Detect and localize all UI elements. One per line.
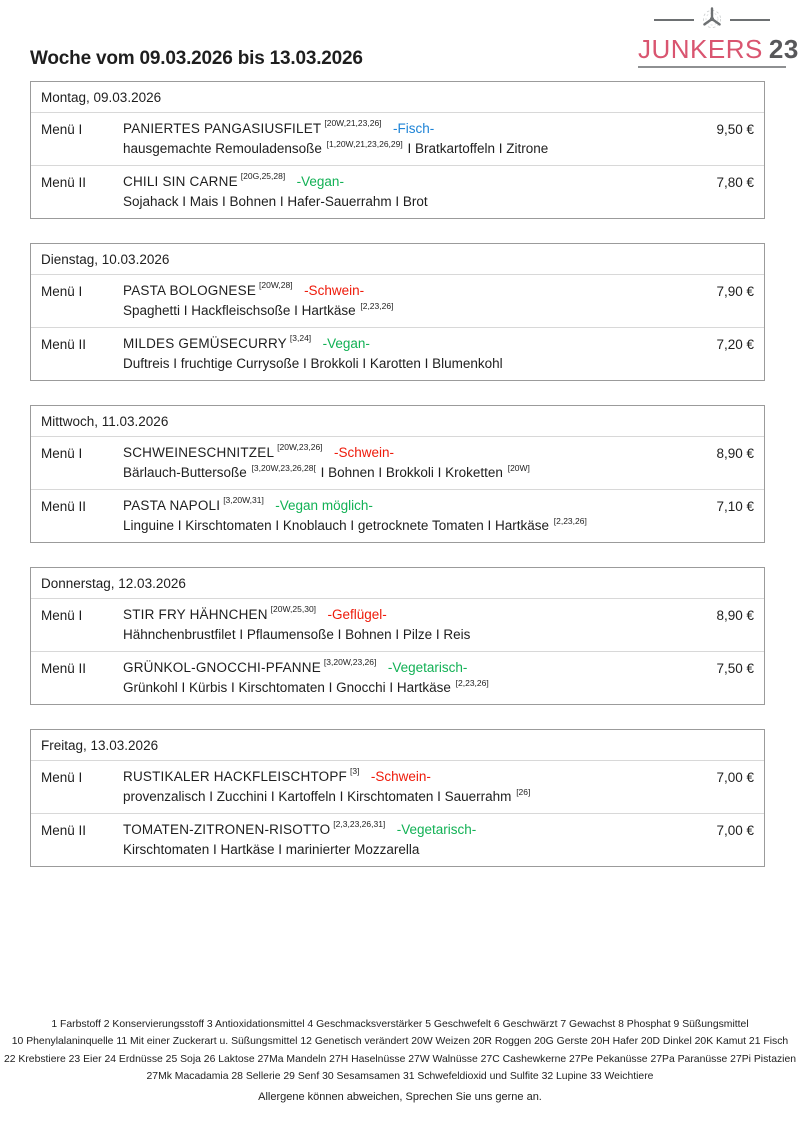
- allergen-note: Allergene können abweichen, Sprechen Sie uns gerne an.: [258, 1090, 542, 1103]
- dish-title-line: [123, 279, 688, 299]
- logo-underline: [638, 66, 786, 68]
- desc-footnote: [1,20W,21,23,26,29]: [326, 138, 403, 149]
- menu-week: [30, 81, 765, 891]
- dish-title-line: [123, 117, 688, 137]
- dish-footnote: [20G,25,28]: [240, 170, 286, 181]
- day-header: Dienstag, 10.03.2026: [31, 244, 764, 275]
- logo-propeller-row: [638, 6, 786, 34]
- desc-footnote: [20W]: [507, 462, 530, 473]
- menu-label: Menü II: [41, 823, 87, 838]
- dish-title-line: [123, 170, 688, 190]
- dish-name: PASTA NAPOLI: [123, 498, 221, 513]
- day-header: Montag, 09.03.2026: [31, 82, 764, 113]
- dish-title-line: [123, 603, 688, 623]
- menu-row: [31, 437, 764, 490]
- menu-row: [31, 166, 764, 218]
- dish-footnote: [3,20W,23,26]: [323, 656, 377, 667]
- price: 9,50 €: [716, 122, 754, 137]
- menu-label: Menü I: [41, 284, 83, 299]
- menu-row: [31, 113, 764, 166]
- dish-name: GRÜNKOL-GNOCCHI-PFANNE: [123, 660, 321, 675]
- dish-description: Grünkohl I Kürbis I Kirschtomaten I Gnocchi I Hartkäse [2,23,26]: [123, 677, 489, 695]
- menu-label: Menü II: [41, 499, 87, 514]
- price: 7,10 €: [716, 499, 754, 514]
- desc-footnote: [2,23,26]: [553, 515, 587, 526]
- menu-content: [123, 441, 688, 481]
- logo-brand-name: JUNKERS: [638, 34, 763, 64]
- dish-description: Linguine I Kirschtomaten I Knoblauch I getrocknete Tomaten I Hartkäse [2,23,26]: [123, 515, 587, 533]
- day-section-donnerstag: [30, 567, 765, 705]
- dish-name: RUSTIKALER HACKFLEISCHTOPF: [123, 769, 347, 784]
- diet-tag: -Vegetarisch-: [387, 660, 468, 675]
- menu-label: Menü I: [41, 770, 83, 785]
- day-section-mittwoch: [30, 405, 765, 543]
- menu-row: [31, 761, 764, 814]
- propeller-icon: [699, 5, 725, 36]
- menu-row: [31, 328, 764, 380]
- diet-tag: -Schwein-: [370, 769, 431, 784]
- footnote-line: 10 Phenylalaninquelle 11 Mit einer Zuckerart u. Süßungsmittel 12 Genetisch verändert 20W Weizen 20R Roggen 20G Gerste 20H Hafer 20D Dinkel 20K Kamut 21 Fisch: [11, 1036, 789, 1048]
- menu-row: [31, 814, 764, 866]
- diet-tag: -Vegetarisch-: [396, 822, 477, 837]
- footnote-line: 1 Farbstoff 2 Konservierungsstoff 3 Antioxidationsmittel 4 Geschmacksverstärker 5 Geschwefelt 6 Geschwärzt 7 Gewachst 8 Phosphat 9 Süßungsmittel: [51, 1019, 749, 1030]
- desc-footnote: [2,23,26]: [455, 677, 489, 688]
- desc-footnote: [2,23,26]: [360, 300, 394, 311]
- menu-row: [31, 599, 764, 652]
- dish-title-line: [123, 332, 688, 352]
- dish-name: PANIERTES PANGASIUSFILET: [123, 121, 322, 136]
- desc-footnote: [26]: [516, 786, 531, 797]
- dish-description: Duftreis I fruchtige Currysoße I Brokkoli I Karotten I Blumenkohl: [123, 356, 503, 371]
- page-title: Woche vom 09.03.2026 bis 13.03.2026: [30, 48, 363, 69]
- price: 7,80 €: [716, 175, 754, 190]
- dish-name: STIR FRY HÄHNCHEN: [123, 607, 268, 622]
- dish-name: SCHWEINESCHNITZEL: [123, 445, 275, 460]
- dish-footnote: [3,20W,31]: [223, 494, 264, 505]
- brand-logo: [638, 6, 799, 68]
- dish-name: CHILI SIN CARNE: [123, 174, 238, 189]
- price: 8,90 €: [716, 446, 754, 461]
- diet-tag: -Geflügel-: [327, 607, 387, 622]
- menu-label: Menü I: [41, 122, 83, 137]
- day-section-dienstag: [30, 243, 765, 381]
- dish-name: TOMATEN-ZITRONEN-RISOTTO: [123, 822, 331, 837]
- day-header: Donnerstag, 12.03.2026: [31, 568, 764, 599]
- footnote-line: 27Mk Macadamia 28 Sellerie 29 Senf 30 Sesamsamen 31 Schwefeldioxid und Sulfite 32 Lupine 33 Weichtiere: [146, 1071, 654, 1083]
- logo-line-right: [730, 19, 770, 21]
- menu-content: [123, 818, 688, 858]
- dish-description: Sojahack I Mais I Bohnen I Hafer-Sauerrahm I Brot: [123, 194, 428, 209]
- dish-title-line: [123, 765, 688, 785]
- menu-content: [123, 117, 688, 157]
- dish-title-line: [123, 441, 688, 461]
- dish-name: PASTA BOLOGNESE: [123, 283, 257, 298]
- diet-tag: -Vegan-: [296, 174, 344, 189]
- menu-content: [123, 603, 688, 643]
- logo-line-left: [654, 19, 694, 21]
- menu-row: [31, 275, 764, 328]
- menu-content: [123, 656, 688, 696]
- dish-footnote: [20W,25,30]: [270, 603, 317, 614]
- menu-label: Menü II: [41, 175, 87, 190]
- menu-label: Menü I: [41, 446, 83, 461]
- diet-tag: -Schwein-: [334, 445, 395, 460]
- dish-description: hausgemachte Remouladensoße [1,20W,21,23,26,29] I Bratkartoffeln I Zitrone: [123, 138, 549, 156]
- diet-tag: -Vegan möglich-: [275, 498, 373, 513]
- dish-footnote: [2,3,23,26,31]: [333, 818, 386, 829]
- dish-name: MILDES GEMÜSECURRY: [123, 336, 287, 351]
- price: 8,90 €: [716, 608, 754, 623]
- dish-description: Hähnchenbrustfilet I Pflaumensoße I Bohnen I Pilze I Reis: [123, 627, 471, 642]
- dish-title-line: [123, 656, 688, 676]
- menu-label: Menü I: [41, 608, 83, 623]
- diet-tag: -Schwein-: [304, 283, 365, 298]
- dish-title-line: [123, 818, 688, 838]
- menu-content: [123, 332, 688, 372]
- price: 7,90 €: [716, 284, 754, 299]
- diet-tag: -Vegan-: [322, 336, 370, 351]
- dish-title-line: [123, 494, 688, 514]
- footnote-line: 22 Krebstiere 23 Eier 24 Erdnüsse 25 Soja 26 Laktose 27Ma Mandeln 27H Haselnüsse 27W Walnüsse 27C Cashewkerne 27Pe Pekanüsse 27Pa Paranüsse 27Pi Pistazien: [3, 1053, 797, 1065]
- menu-content: [123, 279, 688, 319]
- menu-row: [31, 652, 764, 704]
- price: 7,50 €: [716, 661, 754, 676]
- desc-footnote: [3,20W,23,26,28[: [251, 462, 316, 473]
- dish-description: Spaghetti I Hackfleischsoße I Hartkäse [2,23,26]: [123, 300, 394, 318]
- logo-text: [638, 34, 799, 64]
- logo-number: 23: [768, 34, 799, 64]
- menu-content: [123, 494, 688, 534]
- day-header: Freitag, 13.03.2026: [31, 730, 764, 761]
- dish-footnote: [20W,21,23,26]: [324, 117, 382, 128]
- price: 7,00 €: [716, 770, 754, 785]
- dish-footnote: [20W,28]: [259, 279, 293, 290]
- dish-description: Bärlauch-Buttersoße $^{[3,20W,23,26,28[}$ I Bohnen I Brokkoli I Kroketten [20W]: [123, 462, 530, 480]
- menu-row: [31, 490, 764, 542]
- day-section-freitag: [30, 729, 765, 867]
- price: 7,00 €: [716, 823, 754, 838]
- dish-footnote: [3]: [350, 765, 360, 776]
- menu-content: [123, 765, 688, 805]
- menu-content: [123, 170, 688, 210]
- day-section-montag: [30, 81, 765, 219]
- dish-footnote: [3,24]: [289, 332, 312, 343]
- page-footer: [0, 1016, 800, 1106]
- dish-footnote: [20W,23,26]: [277, 441, 323, 452]
- menu-label: Menü II: [41, 337, 87, 352]
- day-header: Mittwoch, 11.03.2026: [31, 406, 764, 437]
- menu-label: Menü II: [41, 661, 87, 676]
- diet-tag: -Fisch-: [393, 121, 435, 136]
- dish-description: Kirschtomaten I Hartkäse I marinierter Mozzarella: [123, 842, 420, 857]
- dish-description: provenzalisch I Zucchini I Kartoffeln I Kirschtomaten I Sauerrahm [26]: [123, 786, 531, 804]
- price: 7,20 €: [716, 337, 754, 352]
